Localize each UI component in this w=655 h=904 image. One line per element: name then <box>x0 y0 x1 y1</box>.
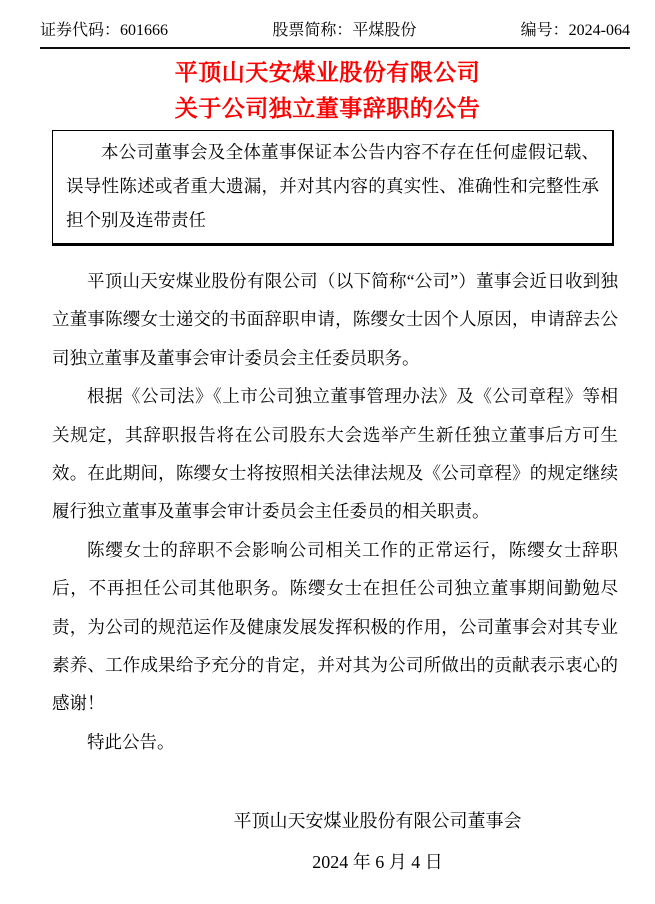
disclaimer-text: 本公司董事会及全体董事保证本公告内容不存在任何虚假记载、误导性陈述或者重大遗漏，并对其内容的真实性、准确性和完整性承担个别及连带责任 <box>66 142 599 230</box>
paragraph-impact-and-thanks: 陈缨女士的辞职不会影响公司相关工作的正常运行，陈缨女士辞职后，不再担任公司其他职务。陈缨女士在担任公司独立董事期间勤勉尽责，为公司的规范运作及健康发展发挥积极的作用，公司董事会对其专业素养、工作成果给予充分的肯定，并对其为公司所做出的贡献表示衷心的感谢！ <box>52 539 618 714</box>
signature-block <box>0 801 655 883</box>
paragraph-legal-basis: 根据《公司法》《上市公司独立董事管理办法》及《公司章程》等相关规定，其辞职报告将在公司股东大会选举产生新任独立董事后方可生效。在此期间，陈缨女士将按照相关法律法规及《公司章程》的规定继续履行独立董事及董事会审计委员会主任委员的相关职责。 <box>52 386 618 522</box>
disclaimer-box <box>52 130 614 246</box>
page-title-company: 平顶山天安煤业股份有限公司 <box>174 59 481 85</box>
stock-code: 证券代码：601666 <box>40 22 169 39</box>
paragraph-resignation-notice: 平顶山天安煤业股份有限公司（以下简称“公司”）董事会近日收到独立董事陈缨女士递交的书面辞职申请，陈缨女士因个人原因，申请辞去公司独立董事及董事会审计委员会主任委员职务。 <box>52 271 618 368</box>
paragraph-closing: 特此公告。 <box>87 731 175 752</box>
header-divider <box>40 47 630 49</box>
page-title-subject: 关于公司独立董事辞职的公告 <box>174 95 481 121</box>
body-text <box>52 262 618 761</box>
meta-bar <box>40 22 630 40</box>
stock-short-name: 股票简称：平煤股份 <box>272 22 417 39</box>
signature-date: 2024 年 6 月 4 日 <box>312 852 443 873</box>
announcement-number: 编号：2024-064 <box>520 22 630 39</box>
signature-company: 平顶山天安煤业股份有限公司董事会 <box>233 811 522 832</box>
